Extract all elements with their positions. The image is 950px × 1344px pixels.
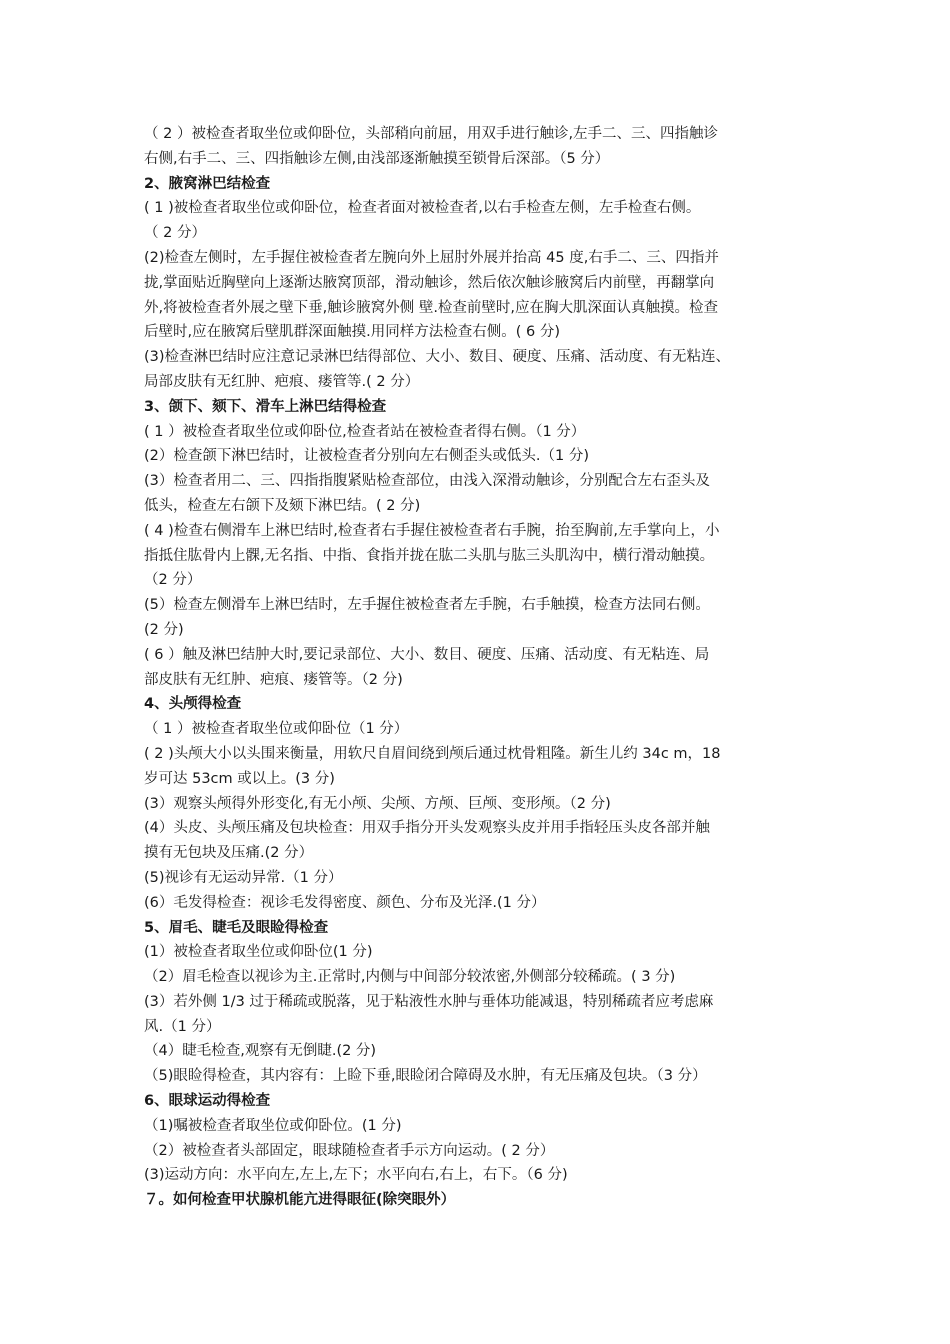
text-line: （2）眉毛检查以视诊为主.正常时,内侧与中间部分较浓密,外侧部分较稀疏。( 3 分) [144, 969, 676, 986]
text-line: （4）睫毛检查,观察有无倒睫.(2 分) [144, 1043, 377, 1060]
text-line: (3)检查淋巴结时应注意记录淋巴结得部位、大小、数目、硬度、压痛、活动度、有无粘连、 [144, 349, 731, 366]
text-line: 外,将被检查者外展之壁下垂,触诊腋窝外侧 壁.检查前壁时,应在胸大肌深面认真触摸。检查 [144, 299, 719, 316]
text-line: 风.（1 分） [144, 1018, 221, 1035]
text-line: ( 1 )被检查者取坐位或仰卧位，检查者面对被检查者,以右手检查左侧，左手检查右侧。 [144, 200, 701, 217]
text-line: 部皮肤有无红肿、疤痕、瘘管等。（2 分) [144, 671, 403, 688]
text-line: （ 2 分） [144, 225, 206, 242]
text-line: 后壁时,应在腋窝后壁肌群深面触摸.用同样方法检查右侧。( 6 分) [144, 324, 560, 341]
text-line: (3）检查者用二、三、四指指腹紧贴检查部位，由浅入深滑动触诊，分别配合左右歪头及 [144, 473, 710, 490]
section-heading: 2、腋窝淋巴结检查 [144, 175, 271, 192]
text-line: (3）观察头颅得外形变化,有无小颅、尖颅、方颅、巨颅、变形颅。（2 分) [144, 795, 611, 812]
text-line: (5）检查左侧滑车上淋巴结时，左手握住被检查者左手腕，右手触摸，检查方法同右侧。 [144, 597, 710, 614]
section-heading: 6、眼球运动得检查 [144, 1093, 271, 1110]
text-line: （5)眼睑得检查，其内容有：上睑下垂,眼睑闭合障碍及水肿，有无压痛及包块。（3 分） [144, 1068, 707, 1085]
text-line: 岁可达 53cm 或以上。(3 分) [144, 770, 335, 787]
section-heading: 5、眉毛、睫毛及眼睑得检查 [144, 919, 329, 936]
text-line: ( 1 ）被检查者取坐位或仰卧位,检查者站在被检查者得右侧。（1 分） [144, 423, 586, 440]
text-line: 拢,掌面贴近胸壁向上逐渐达腋窝顶部，滑动触诊，然后依次触诊腋窝后内前壁，再翻掌向 [144, 274, 715, 291]
text-line: （2 分） [144, 572, 202, 589]
text-line: （2）被检查者头部固定，眼球随检查者手示方向运动。( 2 分） [144, 1142, 555, 1159]
text-line: 指抵住肱骨内上髁,无名指、中指、食指并拢在肱二头肌与肱三头肌沟中，横行滑动触摸。 [144, 547, 715, 564]
text-line: 低头，检查左右颌下及颏下淋巴结。( 2 分) [144, 497, 421, 514]
text-line: (5)视诊有无运动异常.（1 分） [144, 869, 343, 886]
text-line: （ 2 ）被检查者取坐位或仰卧位，头部稍向前屈，用双手进行触诊,左手二、三、四指触诊 [144, 126, 719, 142]
text-line: ( 6 ）触及淋巴结肿大时,要记录部位、大小、数目、硬度、压痛、活动度、有无粘连、局 [144, 646, 710, 663]
text-line: (2)检查左侧时，左手握住被检查者左腕向外上屈肘外展并抬高 45 度,右手二、三、四指并 [144, 249, 719, 266]
text-line: (2）检查颌下淋巴结时，让被检查者分别向左右侧歪头或低头.（1 分) [144, 448, 589, 465]
text-line: （1)嘱被检查者取坐位或仰卧位。(1 分) [144, 1117, 402, 1134]
text-line: 右侧,右手二、三、四指触诊左侧,由浅部逐渐触摸至锁骨后深部。（5 分） [144, 150, 610, 167]
document-body [144, 122, 824, 1213]
text-line: (3)运动方向：水平向左,左上,左下；水平向右,右上，右下。（6 分) [144, 1167, 568, 1184]
text-line: 摸有无包块及压痛.(2 分） [144, 845, 314, 862]
text-line: (4）头皮、头颅压痛及包块检查：用双手指分开头发观察头皮并用手指轻压头皮各部并触 [144, 820, 710, 837]
text-line: 局部皮肤有无红肿、疤痕、瘘管等.( 2 分） [144, 373, 420, 390]
text-line: ( 2 )头颅大小以头围来衡量，用软尺自眉间绕到颅后通过枕骨粗隆。新生儿约 34c m，18 [144, 745, 721, 762]
text-line: (2 分) [144, 621, 184, 638]
text-line: (3）若外侧 1/3 过于稀疏或脱落，见于粘液性水肿与垂体功能减退，特别稀疏者应考虑麻 [144, 993, 714, 1010]
section-heading: ７。如何检查甲状腺机能亢进得眼征(除突眼外） [144, 1192, 456, 1209]
text-line: （ 1 ）被检查者取坐位或仰卧位（1 分） [144, 721, 409, 738]
section-heading: 3、颌下、颏下、滑车上淋巴结得检查 [144, 398, 387, 415]
text-line: ( 4 )检查右侧滑车上淋巴结时,检查者右手握住被检查者右手腕，抬至胸前,左手掌向上，小 [144, 522, 720, 539]
text-line: (6）毛发得检查：视诊毛发得密度、颜色、分布及光泽.(1 分） [144, 894, 546, 911]
text-line: (1）被检查者取坐位或仰卧位(1 分) [144, 944, 373, 961]
section-heading: 4、头颅得检查 [144, 696, 242, 713]
